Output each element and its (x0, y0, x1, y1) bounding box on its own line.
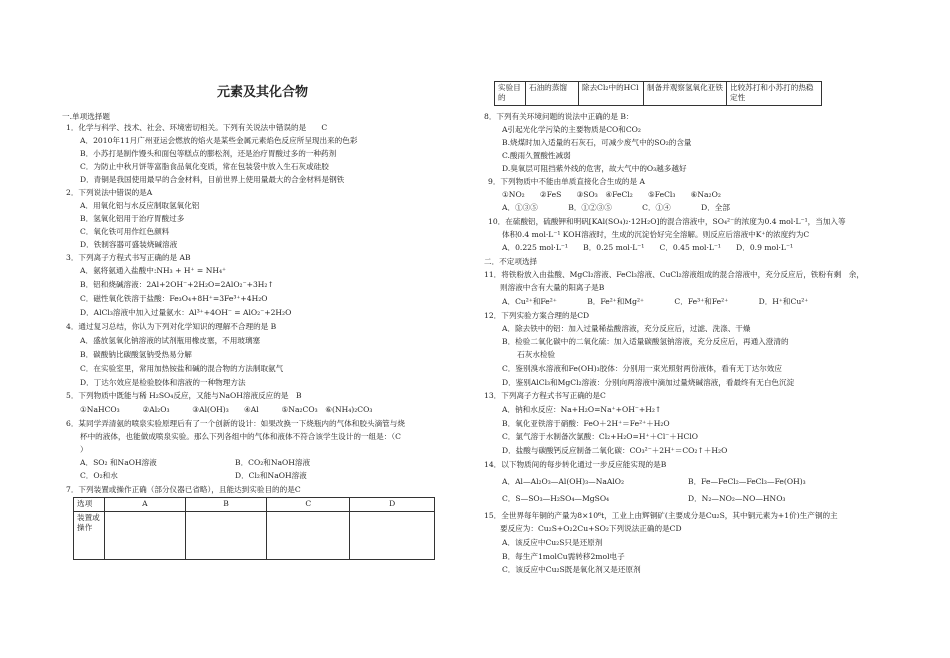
question-14-option-c: C．S—SO₃—H₂SO₄—MgSO₄ (502, 494, 610, 503)
question-14-stem: 14．以下物质间的每步转化通过一步反应能实现的是B (484, 460, 667, 469)
question-3-option-a: A．氨将氨通入盐酸中:NH₃ + H⁺ = NH₄⁺ (80, 266, 227, 275)
question-1-option-b: B．小苏打是制作馒头和面包等糕点的膨松剂，还是治疗胃酸过多的一种药剂 (80, 149, 337, 158)
question-3-stem: 3．下列离子方程式书写正确的是 AB (66, 253, 191, 262)
question-15-option-c: C．该反应中Cu₂S既是氧化剂又是还原剂 (502, 565, 641, 574)
table-header-cell: D (350, 498, 435, 512)
question-4-option-d: D．丁达尔效应是检验胶体和溶液的一种物理方法 (80, 378, 246, 387)
question-6-option-b: B．CO₂和NaOH溶液 (235, 458, 311, 467)
question-10-stem-line-2: 体积0.4 mol·L⁻¹ KOH溶液时，生成的沉淀恰好完全溶解。则反应后溶液中K⁺的浓度约为C (502, 230, 810, 239)
table-cell: 除去Cl₂中的HCl (579, 82, 644, 106)
table-cell-empty (105, 512, 186, 560)
question-1-stem: 1．化学与科学、技术、社会、环境密切相关。下列有关说法中错误的是 C (66, 123, 328, 132)
table-cell-empty (267, 512, 350, 560)
question-1-option-d: D．青铜是我国使用最早的合金材料，目前世界上使用量最大的合金材料是钢铁 (80, 175, 345, 184)
question-4-option-c: C．在实验室里，常用加热铵盐和碱的混合物的方法制取氨气 (80, 364, 284, 373)
question-8-option-a: A引起光化学污染的主要物质是CO和CO₂ (502, 125, 641, 134)
question-10-stem-line-1: 10．在硫酸铝，硫酸钾和明矾[KAl(SO₄)₂·12H₂O]的混合溶液中，SO₄²⁻的浓度为0.4 mol·L⁻¹，当加入等 (488, 217, 846, 226)
question-12-option-b: B．检验二氧化碳中的二氧化硫：加入适量碳酸氢钠溶液，充分反应后，再通入澄清的 (502, 337, 789, 346)
question-13-option-d: D．盐酸与碳酸钙反应制备二氧化碳：CO₃²⁻＋2H⁺＝CO₂↑＋H₂O (502, 446, 728, 455)
table-header-cell: C (267, 498, 350, 512)
question-12-stem: 12．下列实验方案合理的是CD (484, 311, 590, 320)
question-5-options: ①NaHCO₃ ②Al₂O₃ ③Al(OH)₃ ④Al ⑤Na₂CO₃ ⑥(NH₄)₂CO₃ (80, 405, 373, 414)
question-9-options: ①NO₂ ②FeS ③SO₃ ④FeCl₂ ⑤FeCl₃ ⑥Na₂O₂ (502, 190, 721, 199)
question-8-option-b: B.烧煤时加入适量的石灰石，可减少废气中的SO₂的含量 (502, 138, 692, 147)
question-4-option-a: A．盛放氢氧化钠溶液的试剂瓶用橡皮塞，不用玻璃塞 (80, 336, 261, 345)
question-2-option-c: C．氧化铁可用作红色颜料 (80, 227, 170, 236)
question-10-choices: A．0.225 mol·L⁻¹ B．0.25 mol·L⁻¹ C．0.45 mol·L⁻¹ D．0.9 mol·L⁻¹ (502, 243, 794, 252)
table-cell: 比较苏打和小苏打的热稳定性 (727, 82, 822, 106)
question-11-choices: A．Cu²⁺和Fe²⁺ B．Fe²⁺和Mg²⁺ C．Fe³⁺和Fe²⁺ D．H⁺和Cu²⁺ (502, 297, 809, 306)
question-9-choices: A．①③⑤ B．①②③⑤ C．①④ D．全部 (502, 203, 730, 212)
question-8-option-d: D.臭氧层可阻挡紫外线的危害，故大气中的O₃越多越好 (502, 164, 687, 173)
question-15-stem-line-1: 15．全世界每年铜的产量为8×10⁶t，工业上由辉铜矿(主要成分是Cu₂S，其中铜元素为+1价)生产铜的主 (484, 511, 838, 520)
question-9-stem: 9．下列物质中不能由单质直接化合生成的是 A (488, 177, 646, 186)
question-3-option-b: B．铝和烧碱溶液：2Al+2OH⁻+2H₂O=2AlO₂⁻+3H₂↑ (80, 280, 274, 289)
question-15-option-b: B．每生产1molCu需转移2mol电子 (502, 552, 625, 561)
question-3-option-c: C．磁性氧化铁溶于盐酸：Fe₃O₄+8H⁺=3Fe³⁺+4H₂O (80, 294, 268, 303)
section-heading-multi-choice: 二．不定项选择 (484, 257, 538, 266)
question-6-option-a: A．SO₂ 和NaOH溶液 (80, 458, 157, 467)
question-4-option-b: B．碳酸钠比碳酸氢钠受热易分解 (80, 350, 192, 359)
question-11-stem-line-2: 则溶液中含有大量的阳离子是B (500, 283, 605, 292)
question-2-option-a: A．用氧化铝与水反应制取氢氧化铝 (80, 201, 200, 210)
table-cell-empty (185, 512, 267, 560)
question-2-option-d: D．铁制容器可盛装烧碱溶液 (80, 240, 178, 249)
question-4-stem: 4．通过复习总结，你认为下列对化学知识的理解不合理的是 B (66, 322, 277, 331)
table-cell: 石油的蒸馏 (526, 82, 579, 106)
table-row-label: 装置或操作 (74, 512, 105, 560)
question-15-option-a: A．该反应中Cu₂S只是还原剂 (502, 538, 603, 547)
question-3-option-d: D．AlCl₃溶液中加入过量氨水：Al³⁺+4OH⁻ = AlO₂⁻+2H₂O (80, 308, 292, 317)
question-12-option-c: C．鉴别溴水溶液和Fe(OH)₃胶体：分别用一束光照射两份液体，看有无丁达尔效应 (502, 364, 782, 373)
question-13-stem: 13．下列离子方程式书写正确的是C (484, 391, 606, 400)
table-cell: 制备并观察氢氧化亚铁 (644, 82, 727, 106)
table-header-cell: B (185, 498, 267, 512)
question-6-stem-line-1: 6．某同学弄清氨的喷泉实验原理后有了一个创新的设计：如果改换一下烧瓶内的气体和胶头滴管与烧 (66, 419, 405, 428)
question-13-option-c: C．氯气溶于水制备次氯酸：Cl₂+H₂O=H⁺＋Cl⁻＋HClO (502, 432, 698, 441)
question-7-stem: 7．下列装置或操作正确（部分仪器已省略），且能达到实验目的的是C (66, 485, 301, 494)
section-heading-single-choice: 一.单项选择题 (62, 112, 110, 121)
question-14-option-d: D．N₂—NO₂—NO—HNO₃ (688, 494, 786, 503)
question-2-stem: 2．下列说法中错误的是A (66, 188, 153, 197)
question-5-stem: 5．下列物质中既能与稀 H₂SO₄反应，又能与NaOH溶液反应的是 B (66, 391, 302, 400)
question-8-stem: 8．下列有关环境问题的说法中正确的是 B： (484, 112, 634, 121)
question-13-option-a: A．钠和水反应：Na+H₂O=Na⁺+OH⁻+H₂↑ (502, 405, 662, 414)
question-12-option-a: A．除去铁中的铝：加入过量稀盐酸溶液，充分反应后，过滤、洗涤、干燥 (502, 324, 751, 333)
question-6-stem-line-3: ） (80, 445, 88, 454)
question-6-option-c: C．O₂和水 (80, 471, 118, 480)
table-row-label: 实验目的 (495, 82, 526, 106)
table-header-cell: 选项 (74, 498, 105, 512)
experiment-purpose-table (494, 81, 822, 106)
table-header-cell: A (105, 498, 186, 512)
question-14-option-b: B．Fe—FeCl₂—FeCl₃—Fe(OH)₃ (688, 477, 806, 486)
question-15-stem-line-2: 要反应为：Cu₂S+O₂2Cu+SO₂下列说法正确的是CD (500, 524, 682, 533)
question-6-option-d: D．Cl₂和NaOH溶液 (235, 471, 307, 480)
question-12-option-d: D．鉴别AlCl₃和MgCl₂溶液：分别向两溶液中滴加过量烧碱溶液，看最终有无白色沉淀 (502, 378, 795, 387)
document-title: 元素及其化合物 (217, 85, 309, 100)
question-6-stem-line-2: 杯中的液体，也能做成喷泉实验。那么下列各组中的气体和液体不符合该学生设计的一组是：（C (80, 432, 401, 441)
question-13-option-b: B．氧化亚铁溶于硝酸：FeO＋2H⁺＝Fe²⁺＋H₂O (502, 419, 670, 428)
question-2-option-b: B．氢氧化铝用于治疗胃酸过多 (80, 214, 185, 223)
question-11-stem-line-1: 11．将铁粉放入由盐酸、MgCl₂溶液、FeCl₃溶液、CuCl₂溶液组成的混合溶液中，充分反应后，铁粉有剩 余， (484, 270, 864, 279)
question-1-option-c: C．为防止中秋月饼等富脂食品氧化变质，常在包装袋中放入生石灰或硅胶 (80, 162, 329, 171)
question-12-option-b-cont: 石灰水检验 (502, 350, 556, 359)
question-8-option-c: C.酸雨久置酸性减弱 (502, 151, 571, 160)
question-14-option-a: A．Al—Al₂O₃—Al(OH)₃—NaAlO₂ (502, 477, 625, 486)
question-7-table (73, 497, 435, 560)
question-1-option-a: A．2010年11月广州亚运会燃放的焰火是某些金属元素焰色反应所呈现出来的色彩 (80, 136, 358, 145)
table-cell-empty (350, 512, 435, 560)
